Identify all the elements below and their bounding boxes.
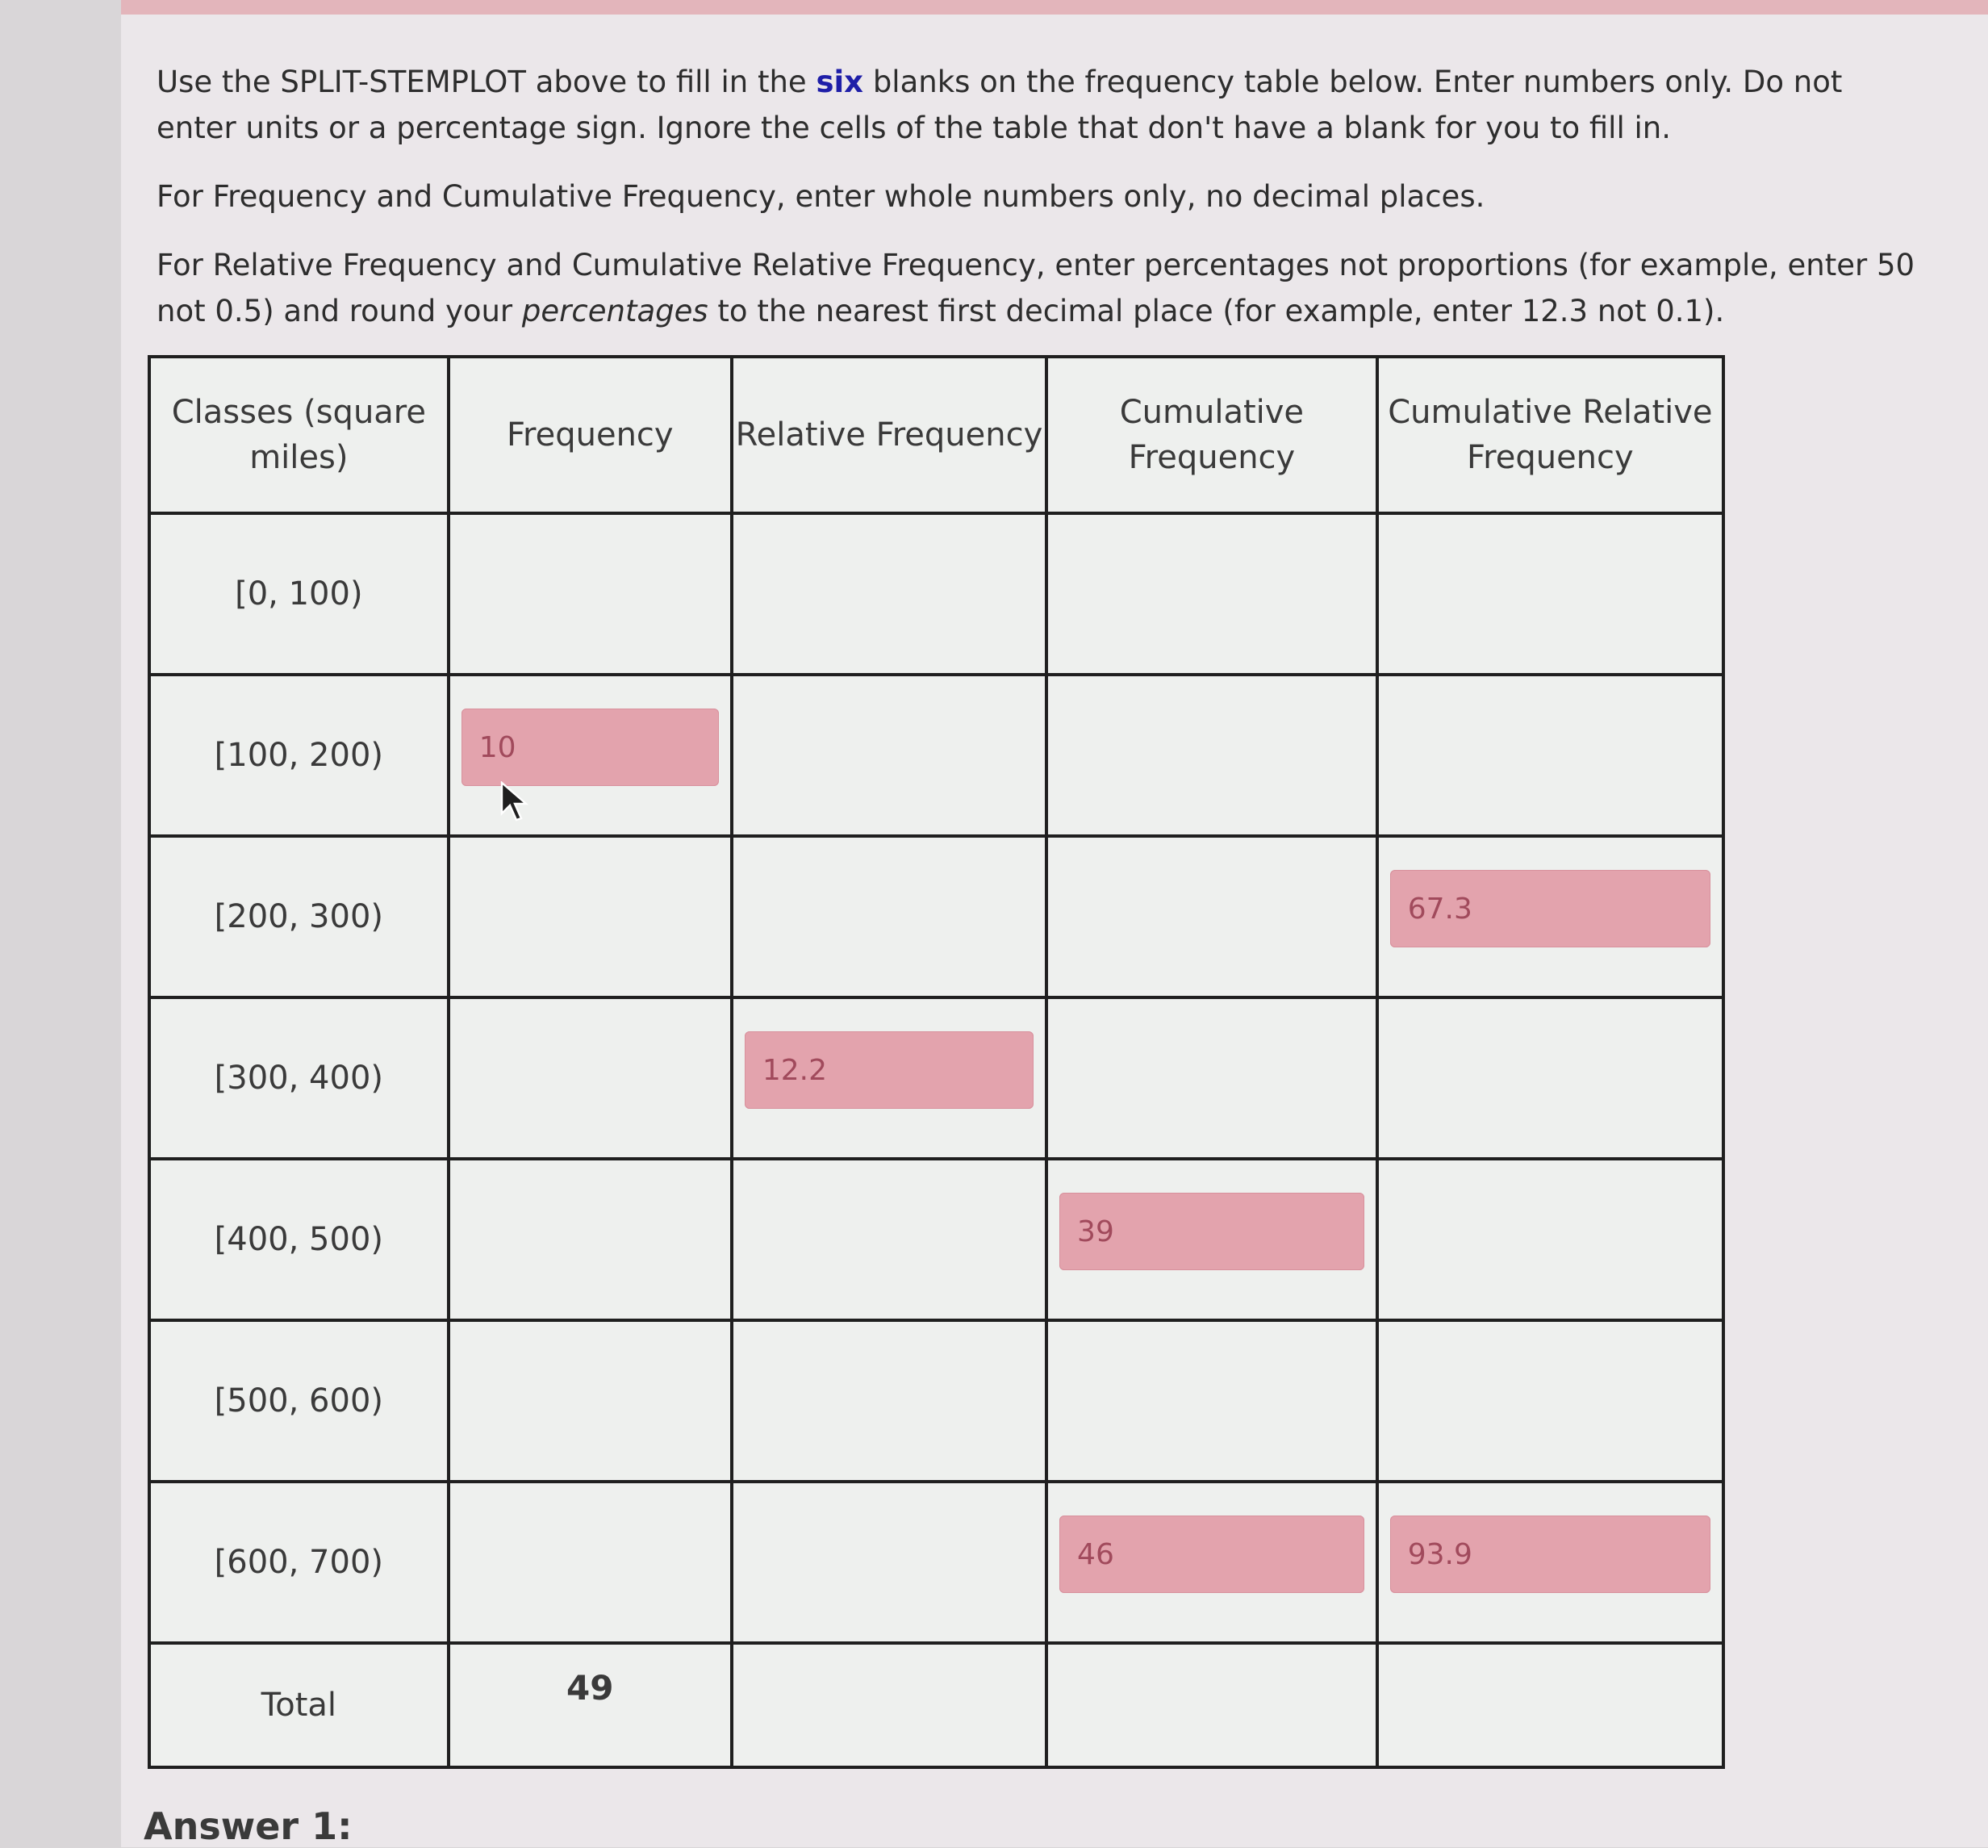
frequency-cell [449, 1320, 732, 1482]
top-bar [121, 0, 1988, 15]
cumulative-relative-frequency-cell [1377, 1320, 1723, 1482]
instruction-text: blanks on the frequency table below. Enter numbers only. Do not enter units or a percentage sign. Ignore the cells of the table that don't have a blank for you to fill in. [157, 65, 1843, 145]
header-cumulative-relative-frequency: Cumulative Relative Frequency [1377, 357, 1723, 513]
header-cumulative-frequency: Cumulative Frequency [1046, 357, 1377, 513]
instruction-emphasis: percentages [521, 294, 708, 328]
frequency-cell [449, 675, 732, 836]
answer-input-cumulative-relative-frequency-600-700[interactable]: 93.9 [1390, 1516, 1710, 1593]
instruction-paragraph-3 [157, 242, 1915, 334]
answer-input-relative-frequency-300-400[interactable]: 12.2 [745, 1031, 1034, 1109]
header-frequency: Frequency [449, 357, 732, 513]
cumulative-relative-frequency-cell [1377, 997, 1723, 1159]
frequency-cell [449, 836, 732, 997]
frequency-cell [449, 997, 732, 1159]
cumulative-frequency-cell [1046, 1320, 1377, 1482]
table-row [149, 1159, 1723, 1320]
cumulative-relative-frequency-cell [1377, 513, 1723, 675]
cumulative-frequency-cell [1046, 1482, 1377, 1643]
cumulative-relative-frequency-cell [1377, 1482, 1723, 1643]
relative-frequency-cell [732, 1159, 1046, 1320]
table-row [149, 1320, 1723, 1482]
answer-input-cumulative-relative-frequency-200-300[interactable]: 67.3 [1390, 870, 1710, 947]
header-relative-frequency: Relative Frequency [732, 357, 1046, 513]
instruction-text: to the nearest first decimal place (for example, enter 12.3 not 0.1). [717, 294, 1725, 328]
relative-frequency-cell [732, 1643, 1046, 1767]
relative-frequency-cell [732, 1482, 1046, 1643]
cumulative-frequency-cell [1046, 997, 1377, 1159]
class-cell: [100, 200) [149, 675, 449, 836]
total-frequency-value: 49 [566, 1667, 614, 1708]
mouse-pointer-icon [500, 781, 532, 823]
cumulative-frequency-cell [1046, 513, 1377, 675]
answer-input-frequency-100-200[interactable]: 10 [461, 709, 719, 786]
instruction-paragraph-1 [157, 59, 1915, 151]
class-cell: [600, 700) [149, 1482, 449, 1643]
answer-label: Answer 1: [144, 1804, 353, 1848]
instruction-paragraph-2: For Frequency and Cumulative Frequency, enter whole numbers only, no decimal places. [157, 179, 1485, 214]
cumulative-relative-frequency-cell [1377, 675, 1723, 836]
instructions [157, 59, 1915, 357]
frequency-cell [449, 1159, 732, 1320]
table-header-row [149, 357, 1723, 513]
table-row [149, 513, 1723, 675]
cumulative-frequency-cell [1046, 836, 1377, 997]
table-row [149, 1482, 1723, 1643]
table-row [149, 997, 1723, 1159]
table-row [149, 836, 1723, 997]
table-total-row [149, 1643, 1723, 1767]
class-cell: [300, 400) [149, 997, 449, 1159]
relative-frequency-cell [732, 836, 1046, 997]
instruction-emphasis: six [816, 65, 864, 99]
cumulative-frequency-cell [1046, 675, 1377, 836]
relative-frequency-cell [732, 1320, 1046, 1482]
relative-frequency-cell [732, 513, 1046, 675]
frequency-table [148, 355, 1725, 1769]
cumulative-frequency-cell [1046, 1643, 1377, 1767]
total-label: Total [149, 1643, 449, 1767]
instruction-text: For Relative Frequency and Cumulative Relative Frequency, enter percentages not proportions (for example, enter 50 not 0.5) and round your [157, 248, 1915, 328]
answer-input-cumulative-frequency-600-700[interactable]: 46 [1059, 1516, 1364, 1593]
relative-frequency-cell [732, 997, 1046, 1159]
header-classes: Classes (square miles) [149, 357, 449, 513]
cumulative-relative-frequency-cell [1377, 836, 1723, 997]
class-cell: [0, 100) [149, 513, 449, 675]
answer-input-cumulative-frequency-400-500[interactable]: 39 [1059, 1193, 1364, 1270]
cumulative-relative-frequency-cell [1377, 1643, 1723, 1767]
cumulative-relative-frequency-cell [1377, 1159, 1723, 1320]
frequency-cell [449, 1482, 732, 1643]
class-cell: [500, 600) [149, 1320, 449, 1482]
class-cell: [400, 500) [149, 1159, 449, 1320]
cumulative-frequency-cell [1046, 1159, 1377, 1320]
instruction-text: Use the SPLIT-STEMPLOT above to fill in the [157, 65, 807, 99]
relative-frequency-cell [732, 675, 1046, 836]
frequency-cell [449, 513, 732, 675]
class-cell: [200, 300) [149, 836, 449, 997]
total-frequency-cell [449, 1643, 732, 1767]
table-row [149, 675, 1723, 836]
